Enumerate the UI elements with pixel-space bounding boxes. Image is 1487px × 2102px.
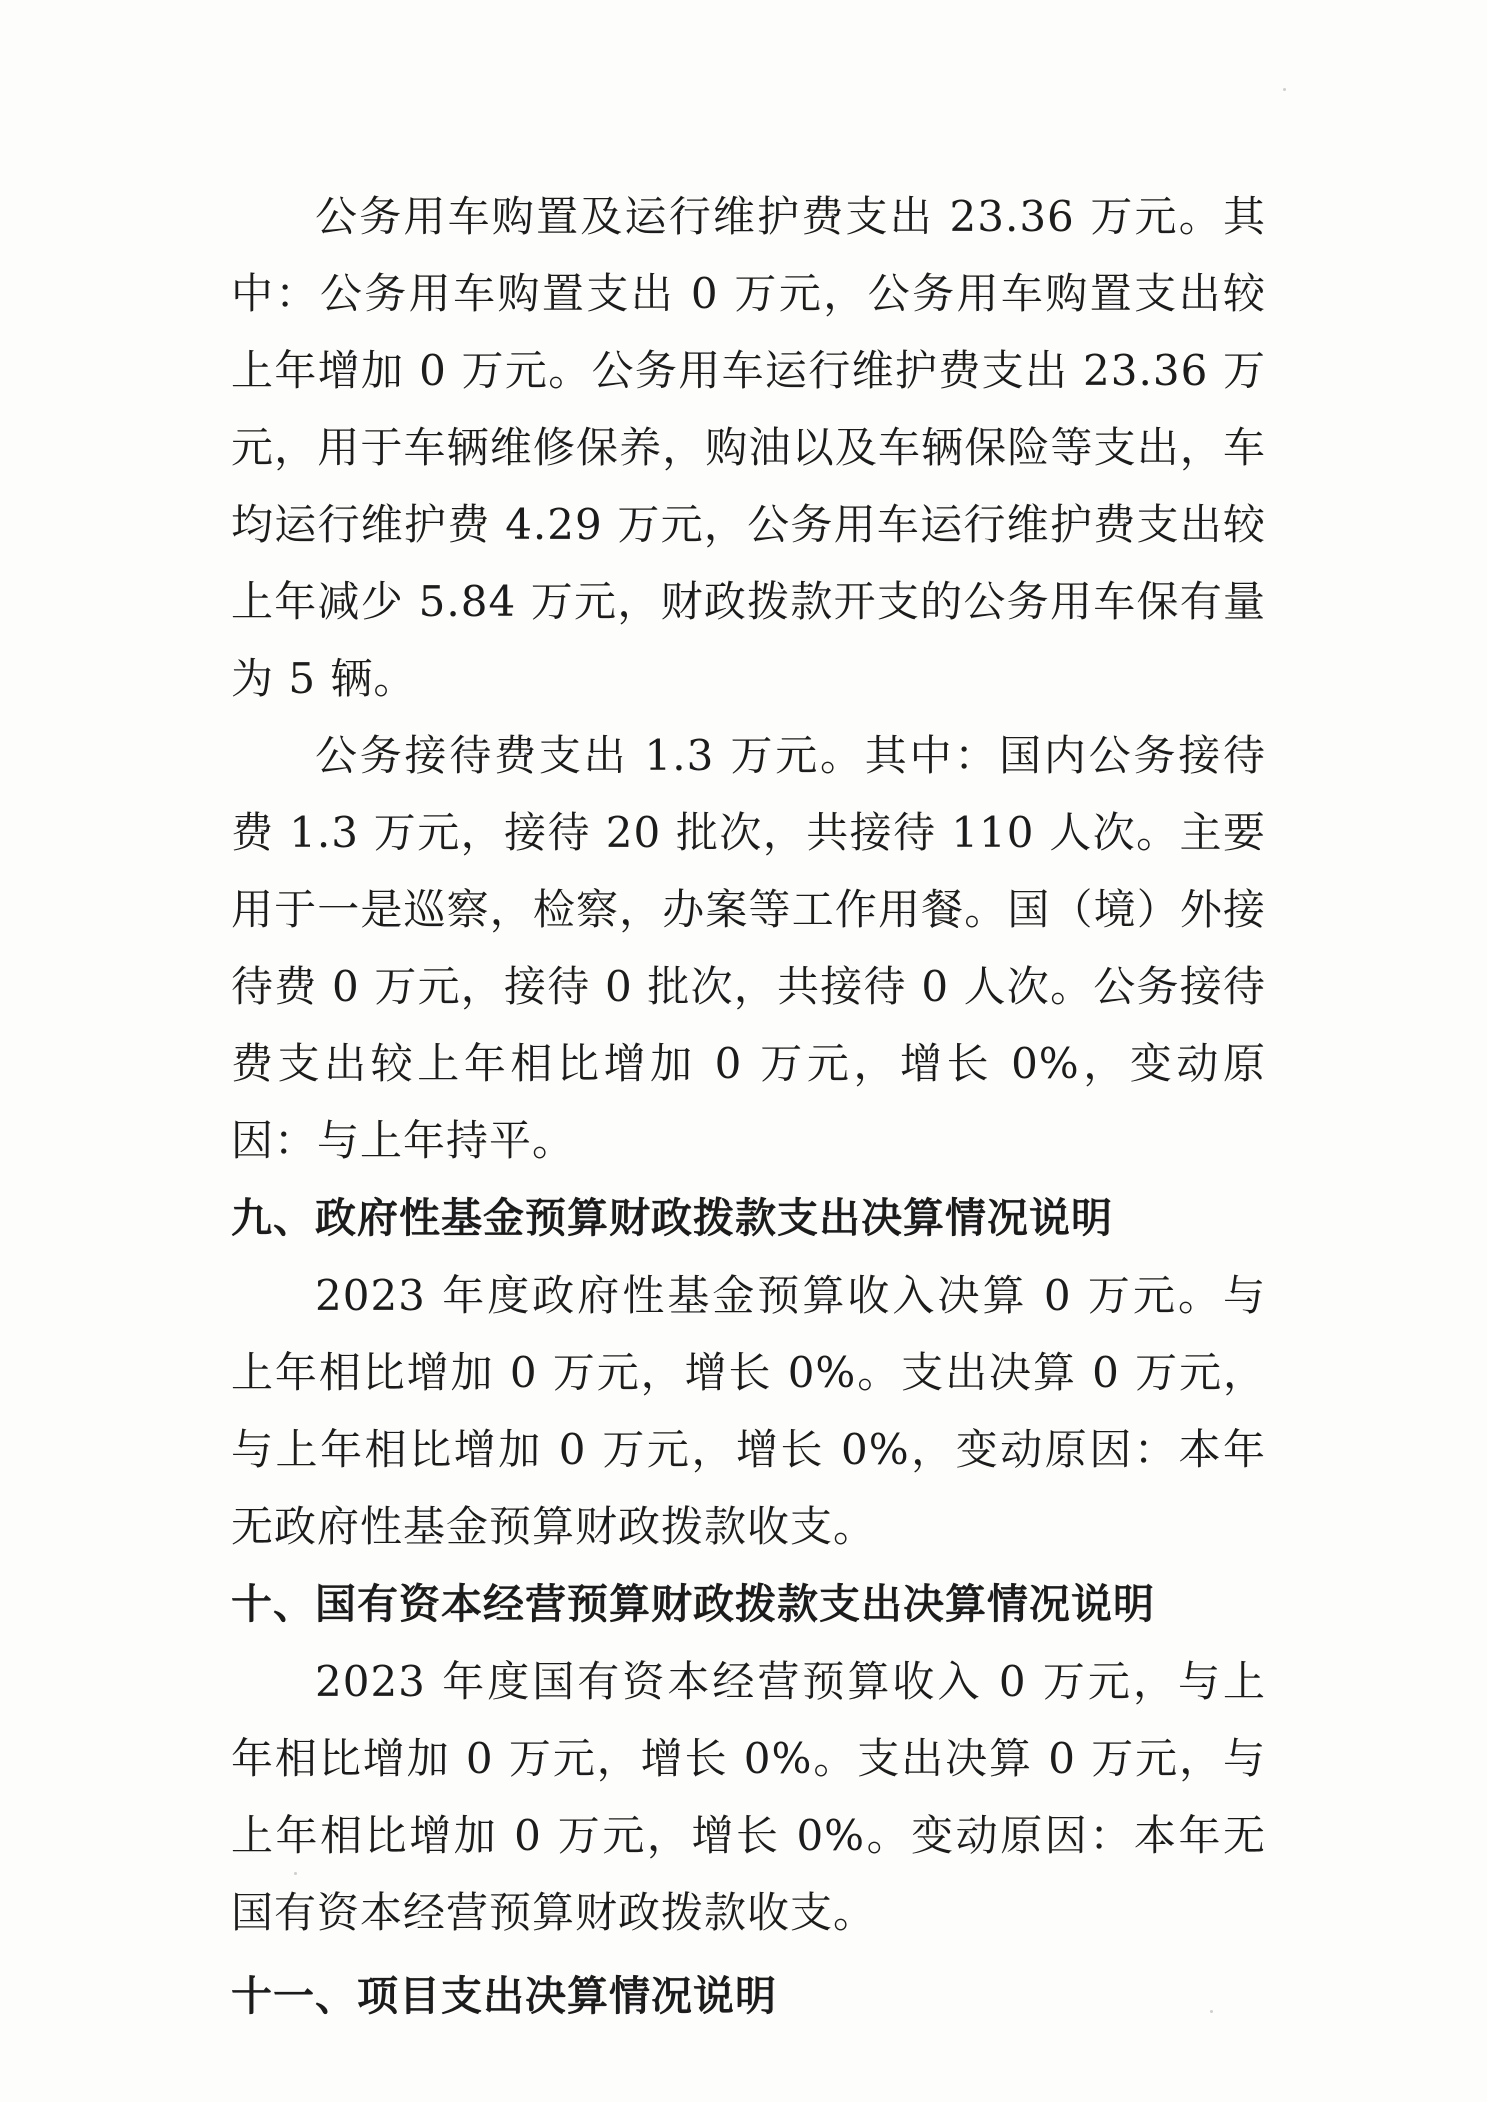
document-body	[231, 178, 1266, 2035]
section-heading-9: 九、政府性基金预算财政拨款支出决算情况说明	[231, 1194, 1113, 1242]
paragraph-state-capital: 2023 年度国有资本经营预算收入 0 万元，与上年相比增加 0 万元，增长 0%。支出决算 0 万元，与上年相比增加 0 万元，增长 0%。变动原因：本年无国有资本经营预算财政拨款收支。	[231, 1657, 1266, 1937]
paragraph-government-fund: 2023 年度政府性基金预算收入决算 0 万元。与上年相比增加 0 万元，增长 0%。支出决算 0 万元，与上年相比增加 0 万元，增长 0%，变动原因：本年无政府性基金预算财政拨款收支。	[231, 1271, 1266, 1551]
paragraph-reception-expenses: 公务接待费支出 1.3 万元。其中：国内公务接待费 1.3 万元，接待 20 批次，共接待 110 人次。主要用于一是巡察，检察，办案等工作用餐。国（境）外接待费 0 万元，接待 0 批次，共接待 0 人次。公务接待费支出较上年相比增加 0 万元，增长 0%，变动原因：与上年持平。	[231, 731, 1266, 1165]
section-heading-11: 十一、项目支出决算情况说明	[231, 1972, 777, 2020]
section-heading-10: 十、国有资本经营预算财政拨款支出决算情况说明	[231, 1580, 1155, 1628]
paragraph-vehicle-expenses: 公务用车购置及运行维护费支出 23.36 万元。其中：公务用车购置支出 0 万元，公务用车购置支出较上年增加 0 万元。公务用车运行维护费支出 23.36 万元，用于车辆维修保养，购油以及车辆保险等支出，车均运行维护费 4.29 万元，公务用车运行维护费支出较上年减少 5.84 万元，财政拨款开支的公务用车保有量为 5 辆。	[231, 192, 1266, 703]
scan-speck	[1283, 88, 1286, 91]
